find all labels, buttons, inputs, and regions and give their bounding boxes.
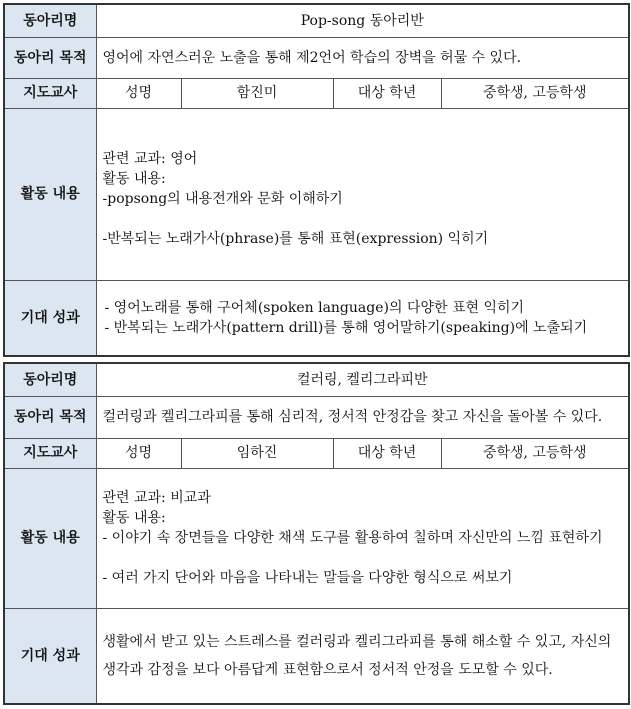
teacher-label: 지도교사 (4, 78, 96, 108)
activity-line: - 여러 가지 단어와 마음을 나타내는 말들을 다양한 형식으로 써보기 (102, 570, 513, 586)
club-name: 컬러링, 켈리그라피반 (96, 363, 629, 396)
teacher-name: 함진미 (181, 78, 333, 108)
club-teacher-row (4, 438, 629, 468)
club-name-row (4, 4, 629, 37)
target-grade: 중학생, 고등학생 (441, 78, 629, 108)
club-teacher-row (4, 78, 629, 108)
outcome-label: 기대 성과 (4, 608, 96, 704)
outcome-line: - 영어노래를 통해 구어체(spoken language)의 다양한 표현 익히기 (104, 299, 525, 316)
activity-line: 활동 내용: (102, 171, 166, 187)
activity-line: -popsong의 내용전개와 문화 이해하기 (102, 191, 343, 207)
club-purpose-label: 동아리 목적 (4, 396, 96, 438)
target-grade-label: 대상 학년 (333, 438, 441, 468)
target-grade: 중학생, 고등학생 (441, 438, 629, 468)
activity-line: 활동 내용: (102, 510, 166, 526)
outcome-label: 기대 성과 (4, 280, 96, 356)
activity-label: 활동 내용 (4, 108, 96, 280)
club-purpose-row (4, 396, 629, 438)
club-outcome-row (4, 280, 629, 356)
activity-label: 활동 내용 (4, 468, 96, 608)
outcome-line: 생활에서 받고 있는 스트레스를 컬러링과 켈리그라피를 통해 해소할 수 있고, 자신의 생각과 감정을 보다 아름답게 표현함으로서 정서적 안정을 도모할 수 있다. (102, 633, 612, 678)
teacher-name-label: 성명 (96, 438, 181, 468)
club-outcome-row (4, 608, 629, 704)
activity-line: - 이야기 속 장면들을 다양한 채색 도구를 활용하여 칠하며 자신만의 느낌 표현하기 (102, 530, 603, 546)
activity-line: 관련 교과: 비교과 (102, 490, 211, 506)
outcome-content (96, 280, 629, 356)
club-purpose: 컬러링과 켈리그라피를 통해 심리적, 정서적 안정감을 찾고 자신을 돌아볼 수 있다. (96, 396, 629, 438)
club-name: Pop-song 동아리반 (96, 4, 629, 37)
teacher-label: 지도교사 (4, 438, 96, 468)
club-name-label: 동아리명 (4, 4, 96, 37)
club-name-row (4, 363, 629, 396)
teacher-name: 임하진 (181, 438, 333, 468)
club-info-table (3, 3, 630, 357)
club-purpose-row (4, 37, 629, 78)
club-table-popsong (3, 3, 628, 357)
club-activity-row (4, 468, 629, 608)
club-purpose-label: 동아리 목적 (4, 37, 96, 78)
activity-line: -반복되는 노래가사(phrase)를 통해 표현(expression) 익히기 (102, 231, 489, 247)
club-purpose: 영어에 자연스러운 노출을 통해 제2언어 학습의 장벽을 허물 수 있다. (96, 37, 629, 78)
teacher-name-label: 성명 (96, 78, 181, 108)
activity-content (96, 468, 629, 608)
club-table-coloring (3, 362, 628, 705)
club-info-table (3, 362, 630, 705)
target-grade-label: 대상 학년 (333, 78, 441, 108)
activity-content (96, 108, 629, 280)
activity-line (103, 548, 625, 568)
activity-line: 관련 교과: 영어 (102, 151, 198, 167)
club-name-label: 동아리명 (4, 363, 96, 396)
outcome-content (96, 608, 629, 704)
club-activity-row (4, 108, 629, 280)
outcome-line: - 반복되는 노래가사(pattern drill)를 통해 영어말하기(speaking)에 노출되기 (104, 319, 588, 336)
activity-line (103, 209, 625, 229)
